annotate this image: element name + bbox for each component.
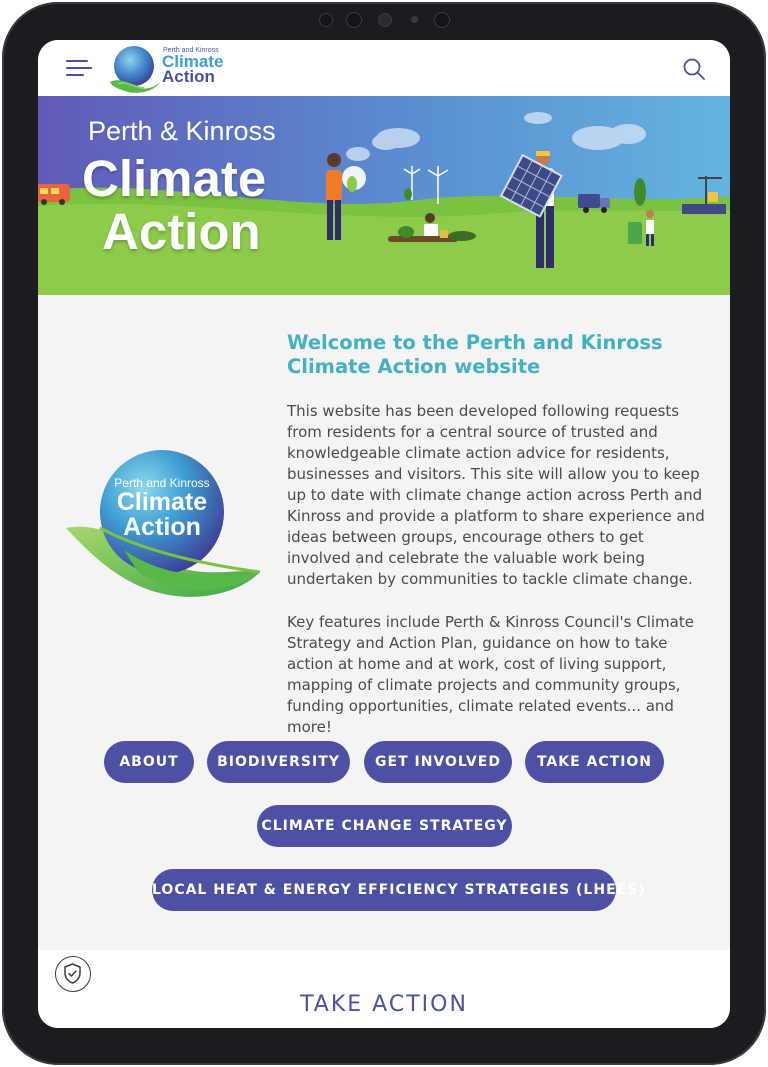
browser-screen	[38, 40, 730, 1028]
hero-title-line2: Action	[102, 203, 261, 260]
lhees-button[interactable]: LOCAL HEAT & ENERGY EFFICIENCY STRATEGIES (LHEES)	[152, 869, 616, 911]
intro-paragraph-2: Key features include Perth & Kinross Council's Climate Strategy and Action Plan, guidance on how to take action at home and at work, cost of living support, mapping of climate projects and community groups, funding opportunities, climate related events... and more!	[287, 613, 694, 736]
hero-title	[82, 152, 266, 258]
sensor-dot-icon	[411, 16, 418, 23]
about-button[interactable]: ABOUT	[104, 741, 194, 783]
take-action-heading: TAKE ACTION	[300, 992, 468, 1017]
get-involved-button[interactable]: GET INVOLVED	[364, 741, 512, 783]
take-action-button[interactable]: TAKE ACTION	[525, 741, 664, 783]
hero-title-line1: Climate	[82, 150, 267, 207]
intro-paragraph-1: This website has been developed following requests from residents for a central source of trusted and knowledgeable climate action advice for residents, businesses and visitors. This site will allow you to keep up to date with climate change action across Perth and Kinross and provide a platform to share experience and ideas between groups, encourage others to get involved and celebrate the valuable work being undertaken by communities to tackle climate change.	[287, 402, 705, 588]
welcome-heading: Welcome to the Perth and Kinross Climate Action website	[287, 331, 663, 378]
camera-dot-icon	[346, 12, 362, 28]
biodiversity-button[interactable]: BIODIVERSITY	[207, 741, 350, 783]
logo-title-line2: Action	[162, 67, 215, 86]
camera-lens-icon	[378, 13, 392, 27]
intro-section	[38, 295, 730, 950]
camera-dot-icon	[434, 12, 450, 28]
take-action-section	[38, 950, 730, 1028]
badge-line1: Climate	[116, 488, 208, 516]
logo-title-line1: Climate	[162, 52, 224, 71]
logo-subtitle: Perth and Kinross	[163, 47, 219, 54]
logo-title	[162, 54, 223, 84]
site-header	[38, 40, 730, 96]
hamburger-menu-icon[interactable]	[66, 58, 94, 80]
shield-check-icon[interactable]	[55, 956, 91, 992]
climate-action-badge	[64, 450, 262, 600]
badge-text	[64, 476, 260, 540]
search-icon[interactable]	[682, 57, 706, 81]
climate-change-strategy-button[interactable]: CLIMATE CHANGE STRATEGY	[257, 805, 512, 847]
badge-subtitle: Perth and Kinross	[114, 476, 210, 490]
globe-logo-icon	[108, 42, 162, 94]
hero-banner	[38, 96, 730, 295]
hero-subtitle: Perth & Kinross	[88, 116, 276, 146]
camera-dot-icon	[319, 13, 333, 27]
site-logo[interactable]	[108, 42, 228, 94]
badge-line2: Action	[123, 513, 201, 541]
